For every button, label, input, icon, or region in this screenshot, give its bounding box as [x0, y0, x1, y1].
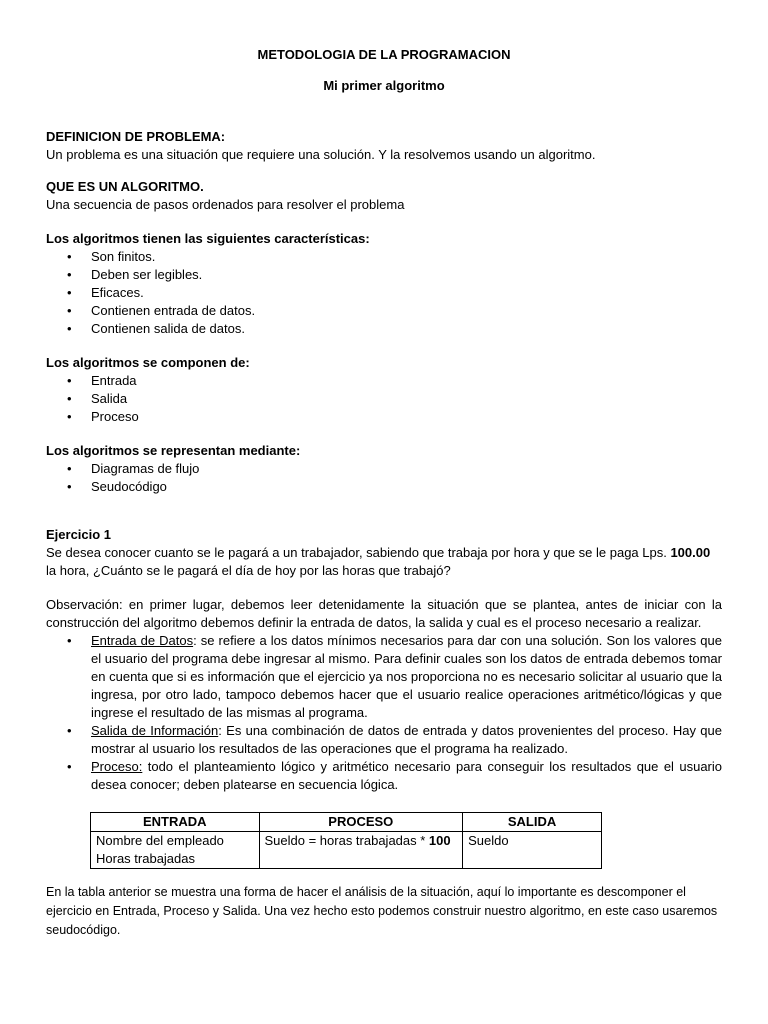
def-problema-text: Un problema es una situación que requiere una solución. Y la resolvemos usando un algoritmo.	[46, 147, 596, 162]
list-item	[91, 632, 722, 722]
list-item: • Salida	[91, 390, 722, 408]
cell-entrada	[91, 832, 260, 869]
salida-desc: : Es una combinación de datos de entrada y datos provenientes del proceso. Hay que mostrar al usuario los resultados de las operaciones que el programa ha realizado.	[91, 723, 722, 756]
ejercicio-amount: 100.00	[670, 545, 711, 560]
ejercicio-text	[46, 544, 722, 580]
cell-proceso	[259, 832, 463, 869]
proceso-term: Proceso:	[91, 759, 143, 774]
table-header-row	[91, 813, 602, 832]
column-header-proceso: PROCESO	[259, 813, 463, 832]
cell-salida: Sueldo	[463, 832, 602, 869]
entrada-desc: : se refiere a los datos mínimos necesarios para dar con una solución. Son los valores que el usuario del programa debe ingresar al mismo. Para definir cuales son los datos de entrada debemos tomar en cuenta que si es información que el ejercicio ya nos proporciona no es necesario solicitar al usuario que la ingresa, por otro lado, tampoco debemos hacer que el usuario realice operaciones aritmético/lógicas y que ingrese el resultado de las mismas al programa.	[91, 633, 722, 720]
ejercicio-text-before: Se desea conocer cuanto se le pagará a un trabajador, sabiendo que trabaja por hora y que se le paga Lps.	[46, 545, 671, 560]
final-paragraph: En la tabla anterior se muestra una forma de hacer el análisis de la situación, aquí lo importante es descomponer el ejercicio en Entrada, Proceso y Salida. Una vez hecho esto podemos construir nuestro algoritmo, en este caso usaremos seudocódigo.	[46, 885, 718, 937]
list-item: • Contienen salida de datos.	[91, 320, 722, 338]
list-item: • Son finitos.	[91, 248, 722, 266]
table-row	[91, 832, 602, 869]
entrada-item: Nombre del empleado	[96, 833, 224, 848]
list-item: • Entrada	[91, 372, 722, 390]
componen-list	[46, 372, 722, 426]
list-item: • Seudocódigo	[91, 478, 722, 496]
list-item: • Diagramas de flujo	[91, 460, 722, 478]
list-item: • Contienen entrada de datos.	[91, 302, 722, 320]
proceso-number: 100	[428, 833, 451, 848]
que-es-text: Una secuencia de pasos ordenados para resolver el problema	[46, 197, 405, 212]
proceso-formula: Sueldo = horas trabajadas *	[264, 833, 429, 848]
list-item: • Deben ser legibles.	[91, 266, 722, 284]
componen-heading: Los algoritmos se componen de:	[46, 355, 250, 370]
representan-list	[46, 460, 722, 496]
proceso-desc: todo el planteamiento lógico y aritmético necesario para conseguir los resultados que el usuario desea conocer; deben platearse en secuencia lógica.	[91, 759, 722, 792]
entrada-item: Horas trabajadas	[96, 851, 195, 866]
column-header-entrada: ENTRADA	[91, 813, 260, 832]
list-item: • Eficaces.	[91, 284, 722, 302]
document-title: METODOLOGIA DE LA PROGRAMACION	[257, 47, 511, 62]
document-subtitle: Mi primer algoritmo	[323, 78, 445, 93]
analysis-table	[90, 812, 602, 869]
caracteristicas-heading: Los algoritmos tienen las siguientes características:	[46, 231, 370, 246]
que-es-heading: QUE ES UN ALGORITMO.	[46, 179, 204, 194]
observacion-list	[46, 632, 722, 794]
salida-term: Salida de Información	[91, 723, 219, 738]
list-item	[91, 722, 722, 758]
observacion-text: Observación: en primer lugar, debemos leer detenidamente la situación que se plantea, antes de iniciar con la construcción del algoritmo debemos definir la entrada de datos, la salida y cual es el proceso necesario a realizar.	[46, 597, 722, 630]
representan-heading: Los algoritmos se representan mediante:	[46, 443, 301, 458]
column-header-salida: SALIDA	[463, 813, 602, 832]
list-item: • Proceso	[91, 408, 722, 426]
list-item	[91, 758, 722, 794]
ejercicio-title: Ejercicio 1	[46, 527, 112, 542]
def-problema-heading: DEFINICION DE PROBLEMA:	[46, 129, 226, 144]
caracteristicas-list	[46, 248, 722, 338]
ejercicio-text-after: la hora, ¿Cuánto se le pagará el día de hoy por las horas que trabajó?	[46, 563, 451, 578]
entrada-term: Entrada de Datos	[91, 633, 194, 648]
